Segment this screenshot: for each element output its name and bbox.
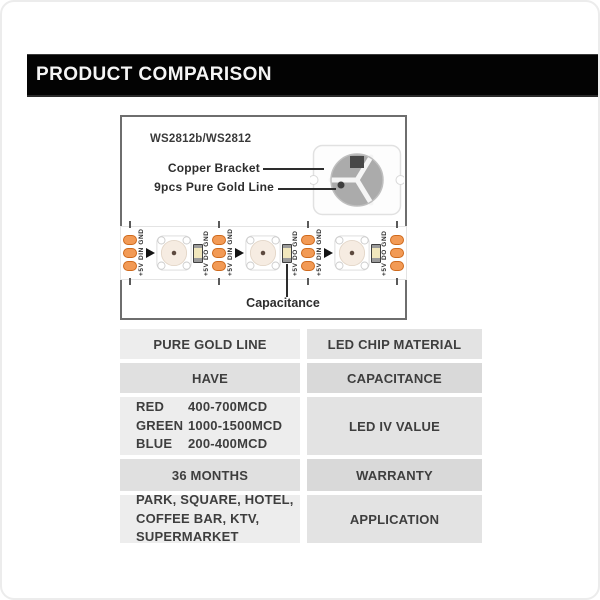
iv-blue-value: 200-400MCD [188, 436, 268, 452]
led-package-icon [245, 235, 281, 271]
iv-blue-label: BLUE [136, 436, 173, 452]
chip-package-icon [310, 143, 404, 217]
iv-red-line [136, 398, 267, 417]
spec-value-cell [120, 491, 300, 545]
application-line: SUPERMARKET [136, 529, 239, 545]
solder-pad-column [212, 235, 226, 271]
solder-pad [390, 248, 404, 258]
iv-blue-line [136, 435, 267, 454]
iv-green-label: GREEN [136, 417, 184, 433]
spec-value-cell [120, 397, 300, 455]
capacitor-icon [371, 244, 381, 263]
section-header-bar [27, 54, 600, 97]
spec-value-cell: 36 MONTHS [120, 459, 300, 491]
pad-label-din: +5V DIN GND [315, 228, 323, 276]
iv-green-value: 1000-1500MCD [188, 417, 283, 433]
spec-name-cell: CAPACITANCE [307, 363, 482, 393]
capacitor-icon [193, 244, 203, 263]
table-row [120, 397, 482, 455]
pad-label-do: +5V DO GND [381, 230, 388, 276]
led-strip-segment [228, 230, 300, 276]
solder-pad [212, 261, 226, 271]
solder-pad-column [301, 235, 315, 271]
gold-line-callout-line [278, 188, 336, 190]
pad-label-din: +5V DIN GND [137, 228, 145, 276]
signal-direction-arrow-icon [324, 248, 333, 258]
solder-pad [123, 248, 137, 258]
solder-pad [301, 261, 315, 271]
capacitance-callout-line [286, 264, 288, 297]
solder-pad [301, 248, 315, 258]
spec-name-cell: LED IV VALUE [307, 397, 482, 455]
copper-bracket-label: Copper Bracket [167, 161, 260, 175]
spec-name-cell: WARRANTY [307, 459, 482, 491]
iv-green-line [136, 417, 282, 436]
solder-pad [301, 235, 315, 245]
solder-pad-column [123, 235, 137, 271]
capacitor-icon [282, 244, 292, 263]
solder-pad [123, 261, 137, 271]
application-line: PARK, SQUARE, HOTEL, [136, 491, 294, 507]
solder-pad [390, 235, 404, 245]
table-row [120, 459, 482, 491]
page-title: PRODUCT COMPARISON [36, 64, 272, 85]
solder-pad [212, 248, 226, 258]
spec-name-cell: LED CHIP MATERIAL [307, 329, 482, 359]
signal-direction-arrow-icon [146, 248, 155, 258]
spec-table [120, 329, 482, 543]
pad-label-do: +5V DO GND [292, 230, 299, 276]
application-line: COFFEE BAR, KTV, [136, 510, 260, 526]
led-package-icon [156, 235, 192, 271]
led-package-icon [334, 235, 370, 271]
diagram-panel [120, 115, 407, 320]
solder-pad [212, 235, 226, 245]
model-label: WS2812b/WS2812 [150, 133, 252, 145]
gold-line-label: 9pcs Pure Gold Line [154, 180, 274, 194]
capacitance-label: Capacitance [246, 296, 320, 310]
copper-bracket-callout-line [263, 168, 324, 170]
led-strip-segment [139, 230, 211, 276]
pad-label-do: +5V DO GND [203, 230, 210, 276]
iv-red-label: RED [136, 398, 165, 414]
signal-direction-arrow-icon [235, 248, 244, 258]
table-row [120, 363, 482, 393]
led-strip-segment [317, 230, 389, 276]
led-chip-illustration [310, 143, 404, 217]
solder-pad-column [390, 235, 404, 271]
solder-pad [390, 261, 404, 271]
iv-red-value: 400-700MCD [188, 398, 268, 414]
led-strip [120, 226, 407, 280]
solder-pad [123, 235, 137, 245]
spec-value-cell: HAVE [120, 363, 300, 393]
table-row [120, 491, 482, 545]
table-row [120, 329, 482, 359]
spec-value-cell: PURE GOLD LINE [120, 329, 300, 359]
pad-label-din: +5V DIN GND [226, 228, 234, 276]
spec-name-cell: APPLICATION [307, 495, 482, 543]
